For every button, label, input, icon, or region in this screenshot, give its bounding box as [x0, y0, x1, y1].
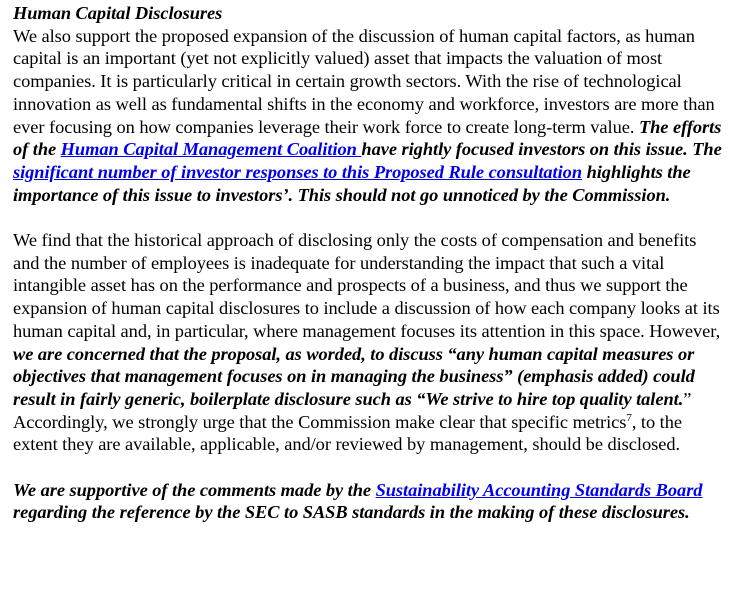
p3-bold-1: We are supportive of the comments made by the — [13, 479, 376, 500]
p1-bold-2: have rightly focused investors on this issue. The — [361, 139, 722, 160]
sasb-link[interactable]: Sustainability Accounting Standards Board — [375, 479, 703, 500]
paragraph-2 — [13, 229, 723, 456]
section-heading: Human Capital Disclosures — [13, 3, 223, 23]
hcmc-link[interactable]: Human Capital Management Coalition — [60, 139, 362, 160]
p2-text-1: We find that the historical approach of disclosing only the costs of compensation and benefits and the number of employees is inadequate for understanding the impact that such a vital intangible asset has on the performance and prospects of a business, and thus we support the expansion of human capital disclosures to include a discussion of how each company looks at its human capital and, in particular, where management focuses its attention in this space. However, — [13, 230, 721, 341]
p2-text-3: , to the extent they are available, applicable, and/or reviewed by management, should be disclosed. — [13, 411, 682, 455]
p1-bold-3: highlights the importance of this issue to investors’. This should not go unnoticed by the Commission. — [13, 161, 691, 205]
paragraph-1 — [13, 25, 723, 207]
p1-bold-1: The efforts of the — [13, 116, 722, 160]
p2-text-2: ” Accordingly, we strongly urge that the Commission make clear that specific metrics — [13, 388, 692, 432]
p3-bold-2: regarding the reference by the SEC to SASB standards in the making of these disclosures. — [13, 502, 690, 523]
paragraph-3 — [13, 479, 723, 524]
footnote-marker[interactable]: 7 — [626, 411, 632, 424]
p1-intro: We also support the proposed expansion of the discussion of human capital factors, as human capital is an important (yet not explicitly valued) asset that impacts the valuation of most companies. It is particularly critical in certain growth sectors. With the rise of technological innovation as well as fundamental shifts in the economy and workforce, investors are more than ever focusing on how companies leverage their work force to create long-term value. — [13, 25, 715, 137]
p2-bold-1: we are concerned that the proposal, as worded, to discuss “any human capital measures or objectives that management focuses on in managing the business” (emphasis added) could result in fairly generic, boilerplate disclosure such as “We strive to hire top quality talent. — [13, 343, 695, 409]
investor-responses-link[interactable]: significant number of investor responses to this Proposed Rule consultation — [13, 161, 583, 182]
